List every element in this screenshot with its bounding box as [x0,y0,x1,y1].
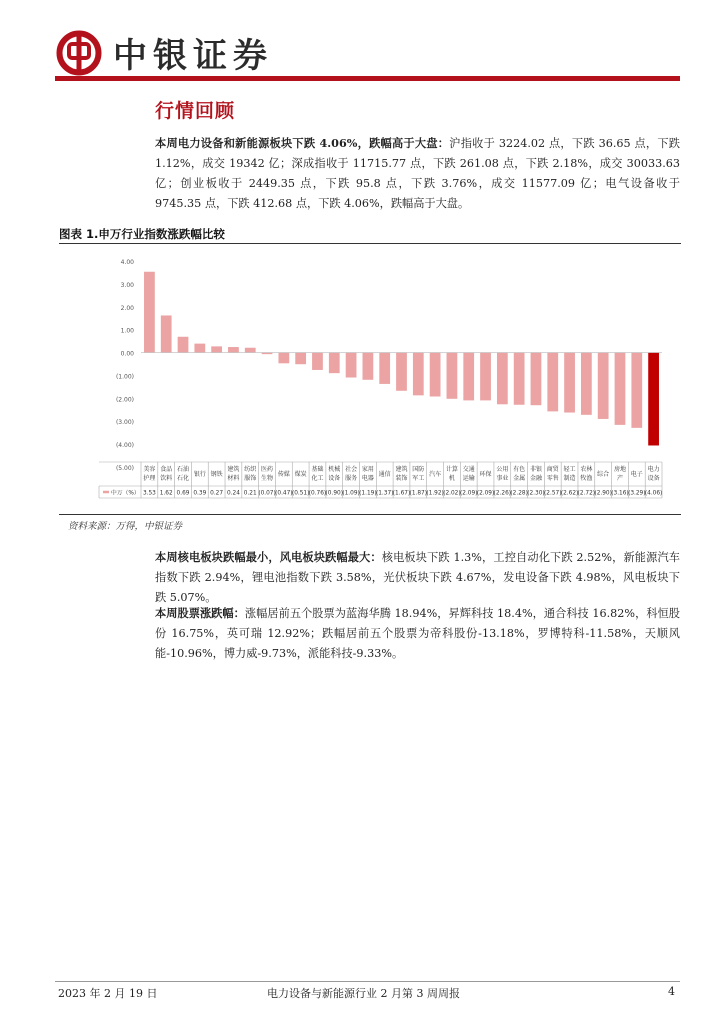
y-tick-label: (2.00) [115,396,134,404]
y-tick-label: (3.00) [115,419,134,427]
y-tick-label: 1.00 [120,327,134,335]
x-tick-label: 建筑 [395,466,408,473]
y-tick-label: 0.00 [120,350,134,358]
y-tick-label: (4.00) [115,442,134,450]
x-tick-label: 事业 [496,475,509,482]
paragraph-lead: 本周股票涨跌幅： [155,606,245,620]
data-label: (4.06) [644,490,663,497]
bar [463,353,474,401]
x-tick-label: 服务 [345,475,358,482]
y-tick-label: (1.00) [115,373,134,381]
data-label: 0.69 [176,490,190,497]
bar [514,353,525,405]
x-tick-label: 环保 [479,471,492,478]
data-label: (1.37) [375,490,394,497]
x-tick-label: 设备 [647,475,660,482]
bar [447,353,458,399]
bar [531,353,542,406]
y-tick-label: 2.00 [120,304,134,312]
x-tick-label: 非银 [529,466,542,473]
x-tick-label: 服饰 [244,475,257,482]
section-title: 行情回顾 [155,100,236,122]
bar [430,353,441,397]
x-tick-label: 电子 [630,471,643,478]
bar [245,348,256,353]
bar [379,353,390,384]
footer-divider [55,981,680,982]
bar [615,353,626,425]
data-label: (2.02) [443,490,461,497]
brand-name: 中银证券 [113,36,273,76]
x-tick-label: 农林 [580,466,593,473]
bar [497,353,508,405]
header-logo [55,28,273,77]
bar [648,353,659,446]
sector-moves-paragraph [155,547,680,608]
header-divider [55,76,680,81]
data-label: (2.28) [510,490,528,497]
data-label: (2.09) [460,490,478,497]
x-tick-label: 零售 [546,475,559,482]
x-tick-label: 饮料 [160,475,173,482]
x-tick-label: 汽车 [429,471,442,478]
data-label: (1.92) [426,490,444,497]
data-label: (2.57) [544,490,562,497]
data-label: (0.51) [291,490,310,497]
industry-index-chart [59,245,681,503]
x-tick-label: 产 [616,475,623,482]
x-tick-label: 房地 [613,466,626,473]
x-tick-label: 公用 [496,466,509,473]
bar [228,347,239,352]
x-tick-label: 社会 [345,466,358,473]
data-label: (1.67) [392,490,411,497]
figure-title: 图表 1.申万行业指数涨跌幅比较 [59,227,225,241]
x-tick-label: 银行 [193,471,206,478]
data-label: (2.62) [560,490,579,497]
data-label: (2.90) [594,490,612,497]
x-tick-label: 建筑 [227,466,240,473]
x-tick-label: 金属 [513,475,526,482]
bar [144,272,155,353]
bar [480,353,491,401]
x-tick-label: 军工 [412,475,425,482]
x-tick-label: 装饰 [395,475,408,482]
bar [413,353,424,396]
x-tick-label: 有色 [513,466,526,473]
x-tick-label: 综合 [597,471,610,478]
x-tick-label: 牧渔 [580,475,593,482]
paragraph-lead: 本周电力设备和新能源板块下跌 4.06%，跌幅高于大盘： [155,136,450,150]
x-tick-label: 护理 [143,475,156,482]
data-label: 0.21 [243,490,257,497]
figure-source: 资料来源：万得，中银证券 [68,521,183,532]
x-tick-label: 化工 [311,475,324,482]
x-tick-label: 设备 [328,475,341,482]
data-label: (0.76) [308,490,327,497]
bar [194,344,205,353]
bar [396,353,407,391]
x-tick-label: 金融 [529,475,542,482]
bar [211,346,222,352]
footer-date: 2023 年 2 月 19 日 [58,987,158,1000]
bar [547,353,558,412]
x-tick-label: 石油 [177,466,190,473]
x-tick-label: 运输 [462,475,475,482]
bar [329,353,340,374]
bar [564,353,575,413]
x-tick-label: 基础 [311,466,324,473]
x-tick-label: 纺织 [244,466,257,473]
figure-top-rule [59,243,681,244]
x-tick-label: 计算 [445,466,458,473]
bar [161,315,172,352]
data-label: 0.39 [193,490,207,497]
bar [598,353,609,419]
bar [581,353,592,415]
x-tick-label: 美容 [143,466,156,473]
market-summary-paragraph [155,133,680,214]
x-tick-label: 机 [448,475,455,482]
stock-moves-paragraph [155,603,680,664]
x-tick-label: 商贸 [546,466,559,473]
y-tick-label: 3.00 [120,281,134,289]
paragraph-body: 核电板块下跌 1.3%，工控自动化下跌 2.52%，新能源汽车指数下跌 2.94%，锂电池指数下跌 3.58%，光伏板块下跌 4.67%，发电设备下跌 4.98%，风电板块下跌 5.07%。 [155,551,680,604]
bar [178,337,189,353]
bar [631,353,642,428]
x-tick-label: 电器 [361,475,374,482]
data-label: (3.29) [628,490,646,497]
bar [295,353,306,365]
data-label: (0.47) [275,490,293,497]
data-label: (0.07) [258,490,276,497]
x-tick-label: 材料 [227,475,240,482]
bar [278,353,289,364]
data-label: 0.27 [210,490,224,497]
data-label: (3.16) [611,490,629,497]
data-label: (2.26) [493,490,512,497]
paragraph-lead: 本周核电板块跌幅最小，风电板块跌幅最大： [155,550,382,564]
data-label: (2.30) [527,490,545,497]
data-label: (1.09) [342,490,360,497]
y-tick-label: (5.00) [115,465,134,472]
figure-bottom-rule [59,514,681,515]
x-tick-label: 制造 [563,475,576,482]
x-tick-label: 国防 [412,466,425,473]
footer-report-title: 电力设备与新能源行业 2 月第 3 周周报 [267,987,460,1000]
page-number: 4 [668,985,675,998]
bank-of-china-logo-icon [55,29,103,77]
x-tick-label: 石化 [177,475,190,482]
x-tick-label: 轻工 [563,466,576,473]
legend-label: 中万（%） [111,490,140,497]
x-tick-label: 机械 [328,466,341,473]
data-label: (2.09) [476,490,495,497]
x-tick-label: 电力 [647,466,660,473]
data-label: (1.19) [359,490,377,497]
bar [363,353,374,380]
x-tick-label: 交通 [462,466,475,473]
x-tick-label: 通信 [378,471,391,478]
paragraph-body: 沪指收于 3224.02 点，下跌 36.65 点，下跌 1.12%，成交 19342 亿；深成指收于 11715.77 点，下跌 261.08 点，下跌 2.18%，成交 30033.63 亿；创业板收于 2449.35 点，下跌 95.8 点，下跌 3.76%，成交 11577.09 亿；电气设备收于 9745.35 点，下跌 412.68 点，下跌 4.06%，跌幅高于大盘。 [155,137,680,210]
x-tick-label: 医药 [261,466,274,473]
bar [312,353,323,370]
x-tick-label: 生物 [261,475,274,482]
x-tick-label: 煤炭 [294,471,307,478]
data-label: (1.87) [409,490,428,497]
data-label: 3.53 [142,490,156,497]
data-label: 0.24 [226,490,240,497]
data-label: 1.62 [159,490,173,497]
x-tick-label: 家用 [361,466,374,473]
x-tick-label: 钢铁 [210,471,223,478]
x-tick-label: 传媒 [277,471,290,478]
y-tick-label: 4.00 [120,259,134,266]
bar [346,353,357,378]
x-tick-label: 食品 [160,466,173,473]
data-label: (2.72) [577,490,596,497]
data-label: (0.90) [325,490,343,497]
paragraph-body: 涨幅居前五个股票为蓝海华腾 18.94%，昇辉科技 18.4%，通合科技 16.82%，科恒股份 16.75%，英可瑞 12.92%；跌幅居前五个股票为帝科股份-13.18%，罗博特科-11.58%，天顺风能-10.96%，博力威-9.73%，派能科技-9.33%。 [155,607,680,660]
